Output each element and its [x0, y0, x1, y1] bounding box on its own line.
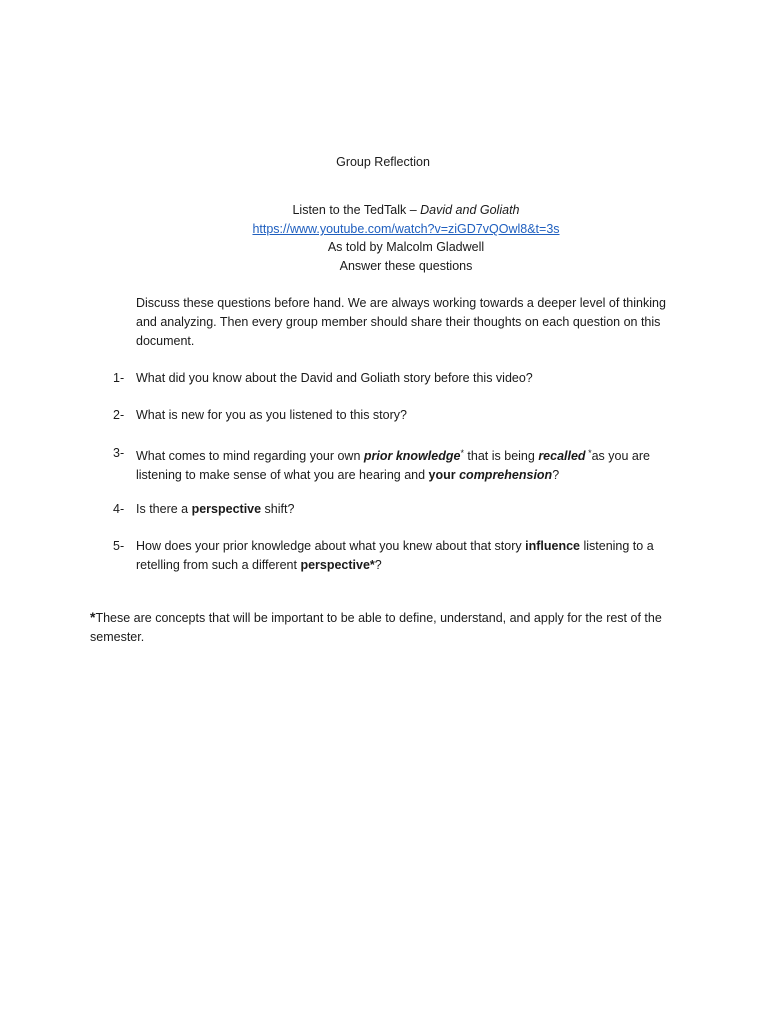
q3-prior-knowledge: prior knowledge: [363, 449, 461, 463]
question-text: What did you know about the David and Goliath story before this video?: [136, 371, 533, 385]
q4-part1: Is there a: [136, 502, 192, 516]
q3-part3: as you are listening to make sense of what you are hearing and: [136, 449, 650, 482]
q5-part3: ?: [374, 558, 382, 572]
youtube-link[interactable]: https://www.youtube.com/watch?v=ziGD7vQOwl8&t=3s: [252, 222, 560, 236]
q3-comprehension: comprehension: [459, 468, 553, 482]
q3-star2: *: [585, 448, 592, 458]
q3-your: your: [428, 468, 460, 482]
q5-part2: listening to a retelling from such a different: [136, 539, 654, 572]
q4-part2: shift?: [261, 502, 295, 516]
footnote-text: These are concepts that will be important to be able to define, understand, and apply for the rest of the semester.: [90, 611, 662, 644]
q5-perspective: perspective: [300, 558, 370, 572]
q3-recalled: recalled: [538, 449, 586, 463]
q4-perspective: perspective: [191, 502, 262, 516]
document-title: Group Reflection: [336, 155, 430, 169]
question-number: 4-: [113, 502, 125, 516]
q5-part1: How does your prior knowledge about what you knew about that story: [136, 539, 526, 553]
intro-talk-title: David and Goliath: [420, 203, 520, 217]
question-number: 2-: [113, 408, 125, 422]
footnote: [90, 608, 680, 647]
q3-star1: *: [460, 448, 464, 458]
footnote-star: *: [90, 609, 96, 625]
intro-line-author: As told by Malcolm Gladwell: [327, 240, 485, 254]
question-text: What is new for you as you listened to this story?: [136, 408, 407, 422]
intro-tedtalk-prefix: Listen to the TedTalk –: [292, 203, 421, 217]
question-text: [136, 500, 681, 519]
question-number: 3-: [113, 446, 125, 460]
q3-part2: that is being: [463, 449, 539, 463]
q5-influence: influence: [525, 539, 580, 553]
intro-line-instruction: Answer these questions: [339, 259, 473, 273]
intro-line-link: [22, 220, 768, 238]
intro-line-tedtalk: [22, 201, 768, 219]
q3-part1: What comes to mind regarding your own: [136, 449, 364, 463]
question-number: 5-: [113, 539, 125, 553]
q5-star: *: [369, 558, 375, 572]
question-text: [136, 537, 681, 575]
question-number: 1-: [113, 371, 125, 385]
discussion-paragraph: Discuss these questions before hand. We are always working towards a deeper level of thinking and analyzing. Then every group member should share their thoughts on each question on this document.: [136, 296, 666, 348]
question-text: [136, 444, 681, 485]
q3-part4: ?: [552, 468, 560, 482]
